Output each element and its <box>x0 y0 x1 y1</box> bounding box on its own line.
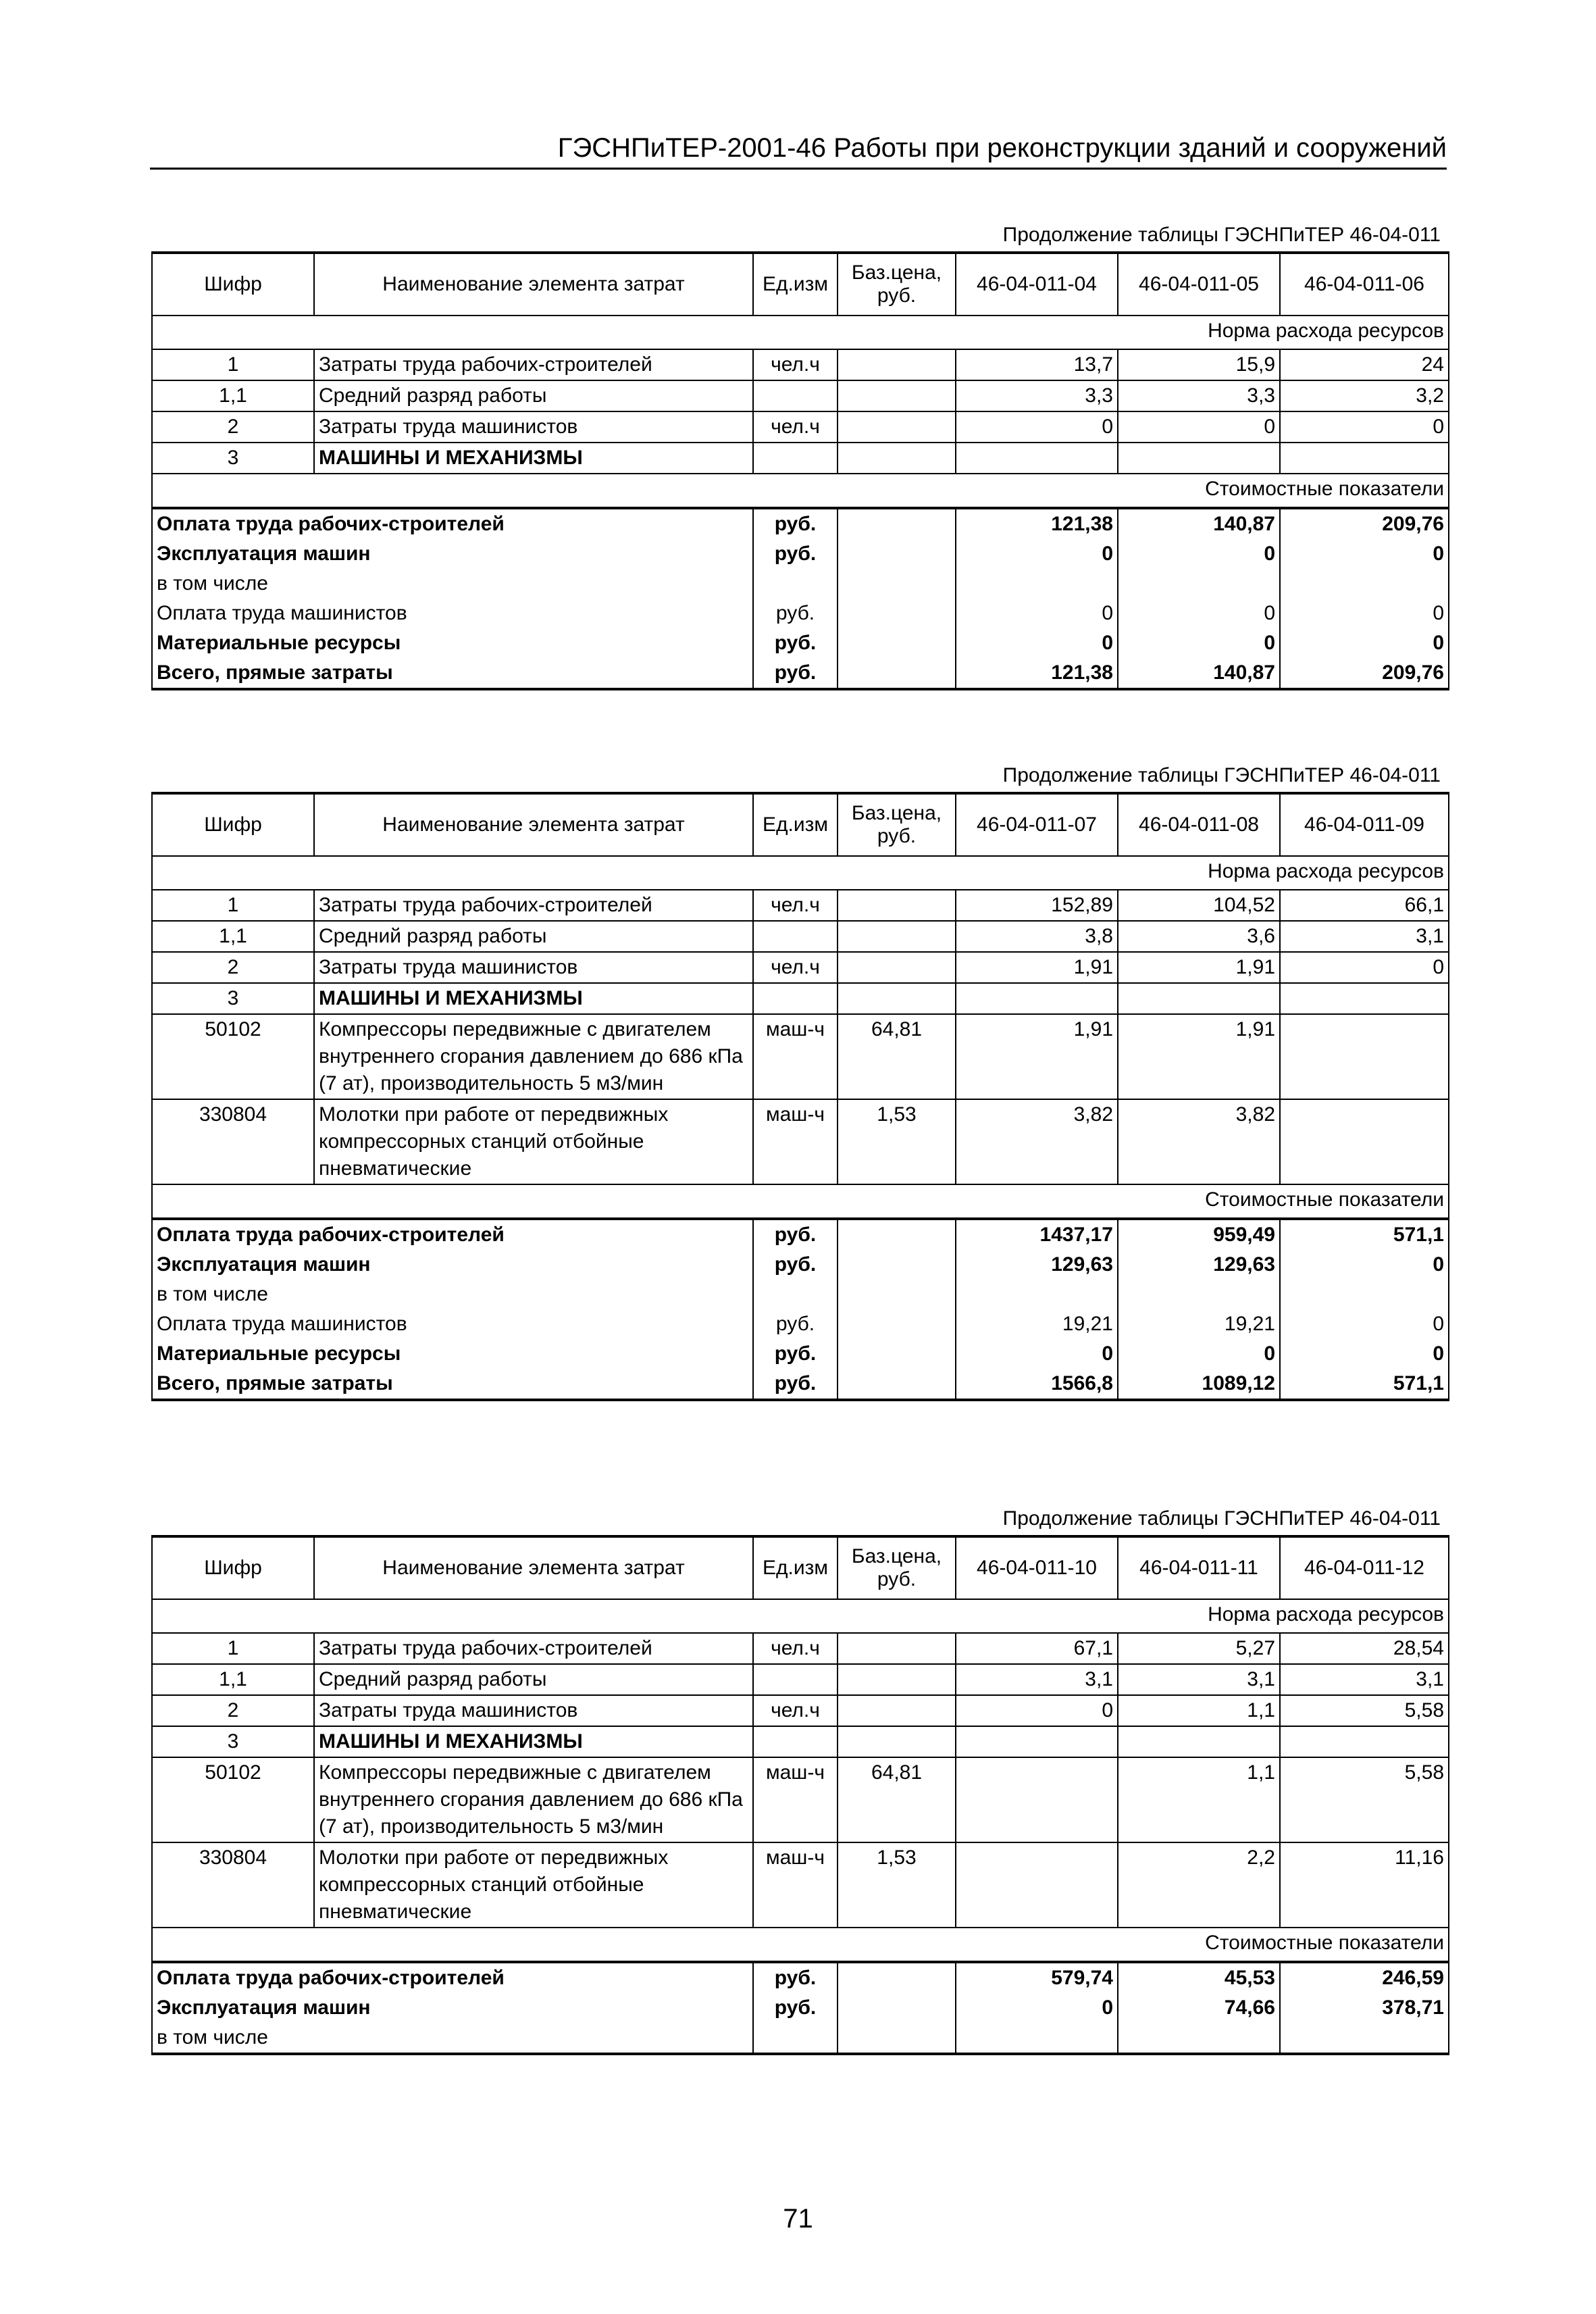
resource-price: 1,53 <box>838 1099 956 1184</box>
cost-unit <box>753 569 838 599</box>
cost-value <box>956 1280 1118 1309</box>
resource-unit: чел.ч <box>753 1695 838 1726</box>
resource-unit <box>753 921 838 952</box>
resource-value: 0 <box>956 1695 1118 1726</box>
resource-value <box>1280 1014 1449 1099</box>
cost-name: Всего, прямые затраты <box>152 658 753 689</box>
resource-name: Молотки при работе от передвижных компрессорных станций отбойные пневматические <box>314 1842 753 1928</box>
header-column-code: 46-04-011-05 <box>1118 253 1280 316</box>
cost-name: Всего, прямые затраты <box>152 1369 753 1400</box>
cost-value <box>1118 2023 1280 2054</box>
resource-unit: чел.ч <box>753 349 838 380</box>
page-header <box>150 132 1447 170</box>
resource-name: МАШИНЫ И МЕХАНИЗМЫ <box>314 1726 753 1757</box>
header-row <box>152 793 1449 856</box>
resource-unit <box>753 1726 838 1757</box>
resource-row <box>152 1842 1449 1928</box>
resource-row <box>152 921 1449 952</box>
header-unit: Ед.изм <box>753 793 838 856</box>
resource-unit: маш-ч <box>753 1757 838 1842</box>
cost-name: Оплата труда рабочих-строителей <box>152 1962 753 1993</box>
resource-price <box>838 921 956 952</box>
resource-value: 0 <box>1280 411 1449 443</box>
cost-value: 0 <box>956 628 1118 658</box>
cost-band-row <box>152 1928 1449 1962</box>
cost-name: Оплата труда рабочих-строителей <box>152 508 753 539</box>
cost-table <box>151 1535 1449 2055</box>
resource-unit: маш-ч <box>753 1842 838 1928</box>
cost-value: 0 <box>1280 1339 1449 1369</box>
resource-price <box>838 411 956 443</box>
cost-band-row <box>152 474 1449 508</box>
resource-value: 3,8 <box>956 921 1118 952</box>
resource-value <box>956 1842 1118 1928</box>
cost-unit: руб. <box>753 508 838 539</box>
resource-code: 3 <box>152 443 314 474</box>
cost-unit: руб. <box>753 599 838 628</box>
cost-value: 209,76 <box>1280 508 1449 539</box>
cost-row <box>152 599 1449 628</box>
resource-name: Компрессоры передвижные с двигателем внутреннего сгорания давлением до 686 кПа (7 ат), производительность 5 м3/мин <box>314 1757 753 1842</box>
cost-name: Эксплуатация машин <box>152 539 753 569</box>
cost-price <box>838 1339 956 1369</box>
cost-unit: руб. <box>753 1219 838 1250</box>
resource-value: 104,52 <box>1118 890 1280 921</box>
header-code: Шифр <box>152 793 314 856</box>
resource-name: Компрессоры передвижные с двигателем внутреннего сгорания давлением до 686 кПа (7 ат), производительность 5 м3/мин <box>314 1014 753 1099</box>
cost-value: 129,63 <box>956 1250 1118 1280</box>
cost-name: в том числе <box>152 2023 753 2054</box>
cost-value <box>956 2023 1118 2054</box>
cost-band-row <box>152 1184 1449 1219</box>
resource-code: 2 <box>152 952 314 983</box>
cost-row <box>152 1250 1449 1280</box>
resource-price <box>838 1633 956 1664</box>
cost-name: Эксплуатация машин <box>152 1993 753 2023</box>
cost-value: 0 <box>1118 1339 1280 1369</box>
resource-name: Средний разряд работы <box>314 1664 753 1695</box>
resource-row <box>152 1726 1449 1757</box>
cost-row <box>152 1309 1449 1339</box>
resource-value: 1,91 <box>1118 1014 1280 1099</box>
cost-value <box>1118 569 1280 599</box>
cost-value: 579,74 <box>956 1962 1118 1993</box>
cost-row <box>152 539 1449 569</box>
cost-row <box>152 569 1449 599</box>
resource-value: 3,6 <box>1118 921 1280 952</box>
cost-value: 1089,12 <box>1118 1369 1280 1400</box>
cost-value <box>1280 569 1449 599</box>
resource-row <box>152 1099 1449 1184</box>
cost-value: 121,38 <box>956 508 1118 539</box>
cost-price <box>838 1219 956 1250</box>
resource-name: Затраты труда рабочих-строителей <box>314 890 753 921</box>
resource-unit <box>753 983 838 1014</box>
resource-value: 1,91 <box>956 952 1118 983</box>
cost-price <box>838 1993 956 2023</box>
cost-value: 0 <box>1118 599 1280 628</box>
resource-code: 2 <box>152 411 314 443</box>
resource-price <box>838 952 956 983</box>
resource-row <box>152 1695 1449 1726</box>
resource-row <box>152 983 1449 1014</box>
cost-value: 140,87 <box>1118 658 1280 689</box>
resource-unit: чел.ч <box>753 890 838 921</box>
resource-name: Затраты труда машинистов <box>314 411 753 443</box>
resource-price: 64,81 <box>838 1757 956 1842</box>
header-name: Наименование элемента затрат <box>314 253 753 316</box>
norm-band-row <box>152 1599 1449 1633</box>
norm-band-label: Норма расхода ресурсов <box>152 316 1449 349</box>
resource-value: 1,1 <box>1118 1757 1280 1842</box>
resource-value <box>1118 1726 1280 1757</box>
cost-value: 0 <box>1280 1309 1449 1339</box>
cost-row <box>152 508 1449 539</box>
resource-value <box>1118 443 1280 474</box>
cost-value <box>1280 1280 1449 1309</box>
table-caption: Продолжение таблицы ГЭСНПиТЕР 46-04-011 <box>1002 1507 1441 1530</box>
cost-value: 19,21 <box>1118 1309 1280 1339</box>
resource-code: 2 <box>152 1695 314 1726</box>
resource-price <box>838 890 956 921</box>
cost-price <box>838 599 956 628</box>
table-caption: Продолжение таблицы ГЭСНПиТЕР 46-04-011 <box>1002 224 1441 246</box>
resource-name: Затраты труда машинистов <box>314 952 753 983</box>
cost-row <box>152 658 1449 689</box>
cost-band-label: Стоимостные показатели <box>152 474 1449 508</box>
resource-name: Затраты труда машинистов <box>314 1695 753 1726</box>
cost-row <box>152 1219 1449 1250</box>
resource-name: МАШИНЫ И МЕХАНИЗМЫ <box>314 983 753 1014</box>
cost-unit: руб. <box>753 539 838 569</box>
resource-value <box>956 1726 1118 1757</box>
cost-price <box>838 1280 956 1309</box>
resource-code: 1 <box>152 1633 314 1664</box>
resource-row <box>152 380 1449 411</box>
resource-value <box>956 1757 1118 1842</box>
cost-value: 0 <box>956 599 1118 628</box>
cost-value: 121,38 <box>956 658 1118 689</box>
resource-price <box>838 443 956 474</box>
cost-value: 0 <box>956 1993 1118 2023</box>
resource-name: МАШИНЫ И МЕХАНИЗМЫ <box>314 443 753 474</box>
resource-price: 1,53 <box>838 1842 956 1928</box>
resource-name: Средний разряд работы <box>314 921 753 952</box>
page-number: 71 <box>783 2204 813 2234</box>
header-column-code: 46-04-011-10 <box>956 1536 1118 1599</box>
resource-value: 3,2 <box>1280 380 1449 411</box>
resource-unit <box>753 1664 838 1695</box>
cost-value: 129,63 <box>1118 1250 1280 1280</box>
resource-unit <box>753 443 838 474</box>
cost-unit: руб. <box>753 1250 838 1280</box>
page-header-title: ГЭСНПиТЕР-2001-46 Работы при реконструкции зданий и сооружений <box>557 133 1447 163</box>
header-column-code: 46-04-011-08 <box>1118 793 1280 856</box>
resource-row <box>152 1014 1449 1099</box>
header-price: Баз.цена, руб. <box>838 253 956 316</box>
cost-unit: руб. <box>753 1369 838 1400</box>
cost-value <box>1118 1280 1280 1309</box>
cost-table <box>151 792 1449 1401</box>
resource-row <box>152 890 1449 921</box>
header-column-code: 46-04-011-07 <box>956 793 1118 856</box>
resource-unit: маш-ч <box>753 1099 838 1184</box>
cost-value <box>956 569 1118 599</box>
header-code: Шифр <box>152 1536 314 1599</box>
resource-value: 3,82 <box>956 1099 1118 1184</box>
header-unit: Ед.изм <box>753 1536 838 1599</box>
resource-unit <box>753 380 838 411</box>
resource-value: 28,54 <box>1280 1633 1449 1664</box>
cost-price <box>838 539 956 569</box>
cost-value: 209,76 <box>1280 658 1449 689</box>
cost-price <box>838 1962 956 1993</box>
resource-code: 50102 <box>152 1757 314 1842</box>
resource-value: 13,7 <box>956 349 1118 380</box>
resource-value: 24 <box>1280 349 1449 380</box>
resource-value: 67,1 <box>956 1633 1118 1664</box>
resource-row <box>152 1633 1449 1664</box>
cost-table <box>151 251 1449 690</box>
cost-name: Оплата труда рабочих-строителей <box>152 1219 753 1250</box>
cost-name: Оплата труда машинистов <box>152 1309 753 1339</box>
cost-row <box>152 1339 1449 1369</box>
resource-row <box>152 349 1449 380</box>
resource-code: 330804 <box>152 1099 314 1184</box>
cost-value: 0 <box>956 1339 1118 1369</box>
resource-unit: чел.ч <box>753 952 838 983</box>
cost-value: 378,71 <box>1280 1993 1449 2023</box>
resource-value: 152,89 <box>956 890 1118 921</box>
header-column-code: 46-04-011-09 <box>1280 793 1449 856</box>
cost-price <box>838 1250 956 1280</box>
resource-value: 3,1 <box>956 1664 1118 1695</box>
cost-price <box>838 1309 956 1339</box>
cost-name: Эксплуатация машин <box>152 1250 753 1280</box>
cost-value: 246,59 <box>1280 1962 1449 1993</box>
cost-unit: руб. <box>753 1309 838 1339</box>
resource-value: 3,1 <box>1280 921 1449 952</box>
resource-value <box>1280 983 1449 1014</box>
norm-band-label: Норма расхода ресурсов <box>152 856 1449 890</box>
cost-band-label: Стоимостные показатели <box>152 1184 1449 1219</box>
resource-value: 0 <box>956 411 1118 443</box>
cost-unit: руб. <box>753 658 838 689</box>
cost-value: 571,1 <box>1280 1369 1449 1400</box>
resource-name: Молотки при работе от передвижных компрессорных станций отбойные пневматические <box>314 1099 753 1184</box>
cost-value: 1566,8 <box>956 1369 1118 1400</box>
resource-value: 5,27 <box>1118 1633 1280 1664</box>
header-price: Баз.цена, руб. <box>838 793 956 856</box>
resource-value: 5,58 <box>1280 1757 1449 1842</box>
resource-value <box>1118 983 1280 1014</box>
resource-value: 3,1 <box>1280 1664 1449 1695</box>
cost-value: 74,66 <box>1118 1993 1280 2023</box>
cost-name: в том числе <box>152 1280 753 1309</box>
cost-unit: руб. <box>753 1962 838 1993</box>
resource-price <box>838 1664 956 1695</box>
cost-value: 0 <box>1280 1250 1449 1280</box>
resource-row <box>152 1757 1449 1842</box>
resource-value: 1,91 <box>1118 952 1280 983</box>
norm-band-label: Норма расхода ресурсов <box>152 1599 1449 1633</box>
cost-row <box>152 1962 1449 1993</box>
resource-value: 3,3 <box>1118 380 1280 411</box>
resource-code: 50102 <box>152 1014 314 1099</box>
header-column-code: 46-04-011-06 <box>1280 253 1449 316</box>
resource-value: 3,3 <box>956 380 1118 411</box>
resource-price <box>838 1726 956 1757</box>
cost-value: 0 <box>1280 628 1449 658</box>
resource-value: 5,58 <box>1280 1695 1449 1726</box>
header-code: Шифр <box>152 253 314 316</box>
cost-value: 959,49 <box>1118 1219 1280 1250</box>
cost-price <box>838 569 956 599</box>
header-column-code: 46-04-011-04 <box>956 253 1118 316</box>
resource-row <box>152 443 1449 474</box>
resource-code: 3 <box>152 983 314 1014</box>
resource-code: 1,1 <box>152 1664 314 1695</box>
cost-row <box>152 1280 1449 1309</box>
cost-price <box>838 628 956 658</box>
resource-name: Средний разряд работы <box>314 380 753 411</box>
norm-band-row <box>152 856 1449 890</box>
cost-row <box>152 1993 1449 2023</box>
resource-price <box>838 380 956 411</box>
header-column-code: 46-04-011-11 <box>1118 1536 1280 1599</box>
resource-value <box>1280 1099 1449 1184</box>
cost-price <box>838 2023 956 2054</box>
resource-unit: чел.ч <box>753 411 838 443</box>
header-row <box>152 1536 1449 1599</box>
resource-code: 1 <box>152 349 314 380</box>
resource-row <box>152 411 1449 443</box>
resource-value: 3,82 <box>1118 1099 1280 1184</box>
norm-band-row <box>152 316 1449 349</box>
resource-value <box>1280 443 1449 474</box>
header-row <box>152 253 1449 316</box>
cost-value: 0 <box>1118 628 1280 658</box>
cost-row <box>152 628 1449 658</box>
resource-value: 3,1 <box>1118 1664 1280 1695</box>
cost-value: 0 <box>1118 539 1280 569</box>
resource-unit: маш-ч <box>753 1014 838 1099</box>
cost-name: Материальные ресурсы <box>152 1339 753 1369</box>
resource-unit: чел.ч <box>753 1633 838 1664</box>
cost-row <box>152 2023 1449 2054</box>
resource-value <box>956 443 1118 474</box>
resource-value: 15,9 <box>1118 349 1280 380</box>
resource-price <box>838 349 956 380</box>
header-unit: Ед.изм <box>753 253 838 316</box>
resource-name: Затраты труда рабочих-строителей <box>314 1633 753 1664</box>
cost-value: 1437,17 <box>956 1219 1118 1250</box>
header-name: Наименование элемента затрат <box>314 793 753 856</box>
resource-code: 1 <box>152 890 314 921</box>
resource-value: 0 <box>1118 411 1280 443</box>
cost-price <box>838 508 956 539</box>
cost-unit: руб. <box>753 628 838 658</box>
resource-value <box>1280 1726 1449 1757</box>
cost-value: 19,21 <box>956 1309 1118 1339</box>
cost-value: 45,53 <box>1118 1962 1280 1993</box>
cost-unit: руб. <box>753 1993 838 2023</box>
resource-code: 1,1 <box>152 380 314 411</box>
header-column-code: 46-04-011-12 <box>1280 1536 1449 1599</box>
cost-value: 140,87 <box>1118 508 1280 539</box>
resource-row <box>152 1664 1449 1695</box>
resource-value <box>956 983 1118 1014</box>
resource-code: 3 <box>152 1726 314 1757</box>
table-caption: Продолжение таблицы ГЭСНПиТЕР 46-04-011 <box>1002 764 1441 786</box>
cost-value: 0 <box>1280 599 1449 628</box>
cost-row <box>152 1369 1449 1400</box>
cost-unit <box>753 1280 838 1309</box>
resource-code: 1,1 <box>152 921 314 952</box>
resource-code: 330804 <box>152 1842 314 1928</box>
cost-price <box>838 1369 956 1400</box>
header-price: Баз.цена, руб. <box>838 1536 956 1599</box>
resource-value: 1,1 <box>1118 1695 1280 1726</box>
header-name: Наименование элемента затрат <box>314 1536 753 1599</box>
resource-price: 64,81 <box>838 1014 956 1099</box>
resource-value: 1,91 <box>956 1014 1118 1099</box>
cost-value <box>1280 2023 1449 2054</box>
cost-unit <box>753 2023 838 2054</box>
resource-value: 2,2 <box>1118 1842 1280 1928</box>
cost-name: Оплата труда машинистов <box>152 599 753 628</box>
resource-value: 0 <box>1280 952 1449 983</box>
resource-value: 66,1 <box>1280 890 1449 921</box>
resource-price <box>838 1695 956 1726</box>
resource-value: 11,16 <box>1280 1842 1449 1928</box>
cost-unit: руб. <box>753 1339 838 1369</box>
cost-value: 571,1 <box>1280 1219 1449 1250</box>
cost-value: 0 <box>956 539 1118 569</box>
cost-band-label: Стоимостные показатели <box>152 1928 1449 1962</box>
cost-value: 0 <box>1280 539 1449 569</box>
cost-price <box>838 658 956 689</box>
resource-price <box>838 983 956 1014</box>
resource-name: Затраты труда рабочих-строителей <box>314 349 753 380</box>
cost-name: в том числе <box>152 569 753 599</box>
resource-row <box>152 952 1449 983</box>
cost-name: Материальные ресурсы <box>152 628 753 658</box>
